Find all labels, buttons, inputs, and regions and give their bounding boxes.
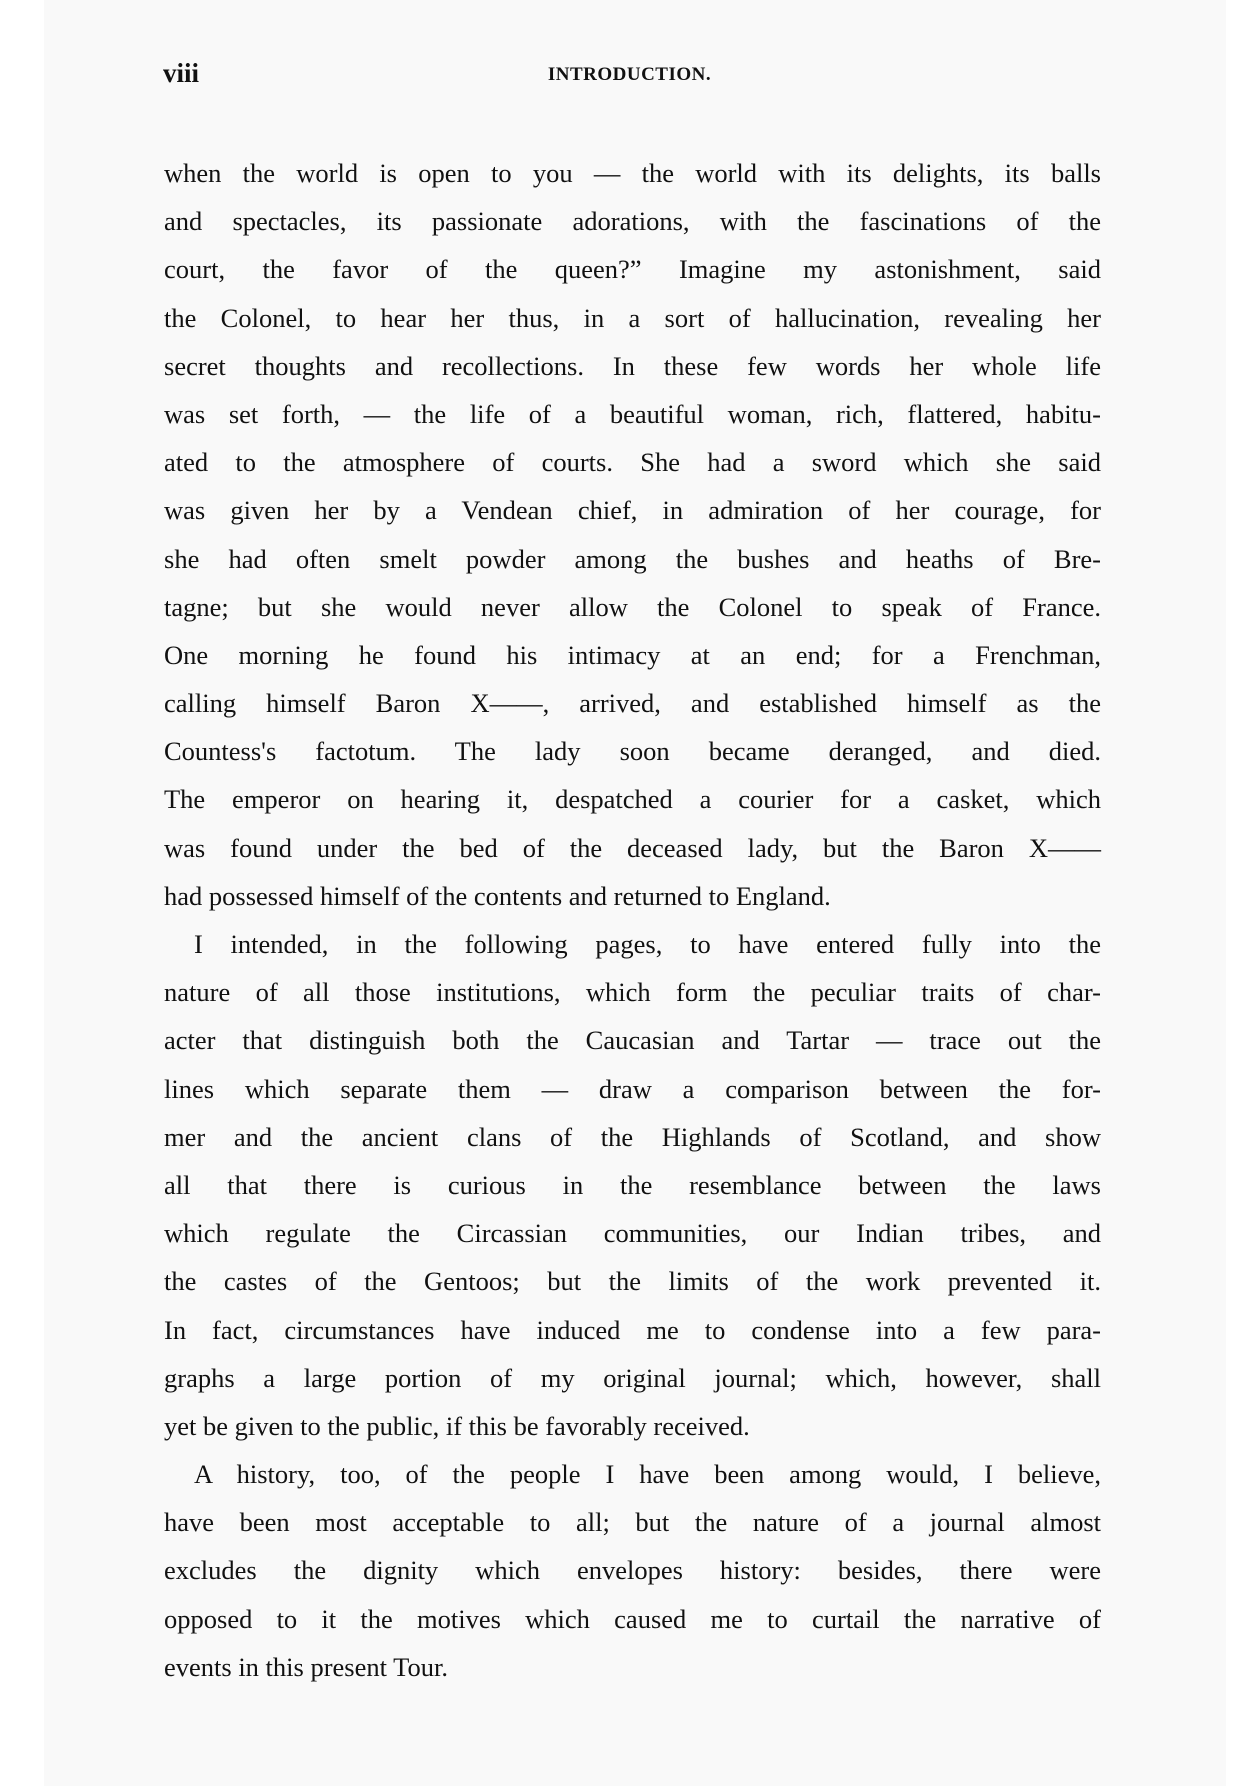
text-line: which regulate the Circassian communities, our Indian tribes, and — [164, 1218, 1101, 1249]
text-line: I intended, in the following pages, to have entered fully into the — [194, 929, 1101, 959]
page-number: viii — [163, 58, 200, 88]
text-line: secret thoughts and recollections. In these few words her whole life — [164, 350, 1101, 381]
text-line: mer and the ancient clans of the Highlands of Scotland, and show — [164, 1121, 1101, 1152]
text-line: had possessed himself of the contents and returned to England. — [164, 880, 831, 911]
text-line: all that there is curious in the resemblance between the laws — [164, 1169, 1101, 1200]
text-line: when the world is open to you — the world with its delights, its balls — [164, 158, 1101, 188]
text-line: yet be given to the public, if this be favorably received. — [164, 1410, 750, 1441]
text-line: have been most acceptable to all; but the nature of a journal almost — [164, 1507, 1101, 1538]
text-line: The emperor on hearing it, despatched a courier for a casket, which — [164, 784, 1101, 815]
text-line: calling himself Baron X——, arrived, and established himself as the — [164, 688, 1101, 719]
body-text — [164, 156, 1101, 1698]
paragraph — [164, 156, 1101, 927]
paragraph — [164, 927, 1101, 1457]
text-line: Countess's factotum. The lady soon became deranged, and died. — [164, 736, 1101, 767]
text-line: lines which separate them — draw a comparison between the for- — [164, 1073, 1101, 1104]
text-line: excludes the dignity which envelopes history: besides, there were — [164, 1555, 1101, 1586]
text-line: acter that distinguish both the Caucasian and Tartar — trace out the — [164, 1025, 1101, 1056]
text-line: In fact, circumstances have induced me to condense into a few para- — [164, 1314, 1101, 1345]
text-line: the castes of the Gentoos; but the limits of the work prevented it. — [164, 1266, 1101, 1297]
text-line: A history, too, of the people I have been among would, I believe, — [194, 1459, 1101, 1490]
text-line: was set forth, — the life of a beautiful woman, rich, flattered, habitu- — [164, 398, 1101, 429]
running-title: INTRODUCTION. — [547, 64, 712, 85]
text-line: graphs a large portion of my original journal; which, however, shall — [164, 1362, 1101, 1393]
text-line: she had often smelt powder among the bushes and heaths of Bre- — [164, 543, 1101, 574]
text-line: opposed to it the motives which caused me to curtail the narrative of — [164, 1603, 1101, 1634]
text-line: and spectacles, its passionate adorations, with the fascinations of the — [164, 206, 1101, 237]
text-line: was found under the bed of the deceased lady, but the Baron X—— — [164, 832, 1101, 863]
paragraph — [164, 1457, 1101, 1698]
text-line: was given her by a Vendean chief, in admiration of her courage, for — [164, 495, 1101, 526]
text-line: events in this present Tour. — [164, 1651, 448, 1682]
text-line: the Colonel, to hear her thus, in a sort of hallucination, revealing her — [164, 302, 1101, 333]
text-line: ated to the atmosphere of courts. She had a sword which she said — [164, 447, 1101, 478]
text-line: court, the favor of the queen?” Imagine my astonishment, said — [164, 254, 1101, 285]
text-line: One morning he found his intimacy at an end; for a Frenchman, — [164, 639, 1101, 670]
text-line: nature of all those institutions, which form the peculiar traits of char- — [164, 977, 1101, 1008]
text-line: tagne; but she would never allow the Colonel to speak of France. — [164, 591, 1101, 622]
